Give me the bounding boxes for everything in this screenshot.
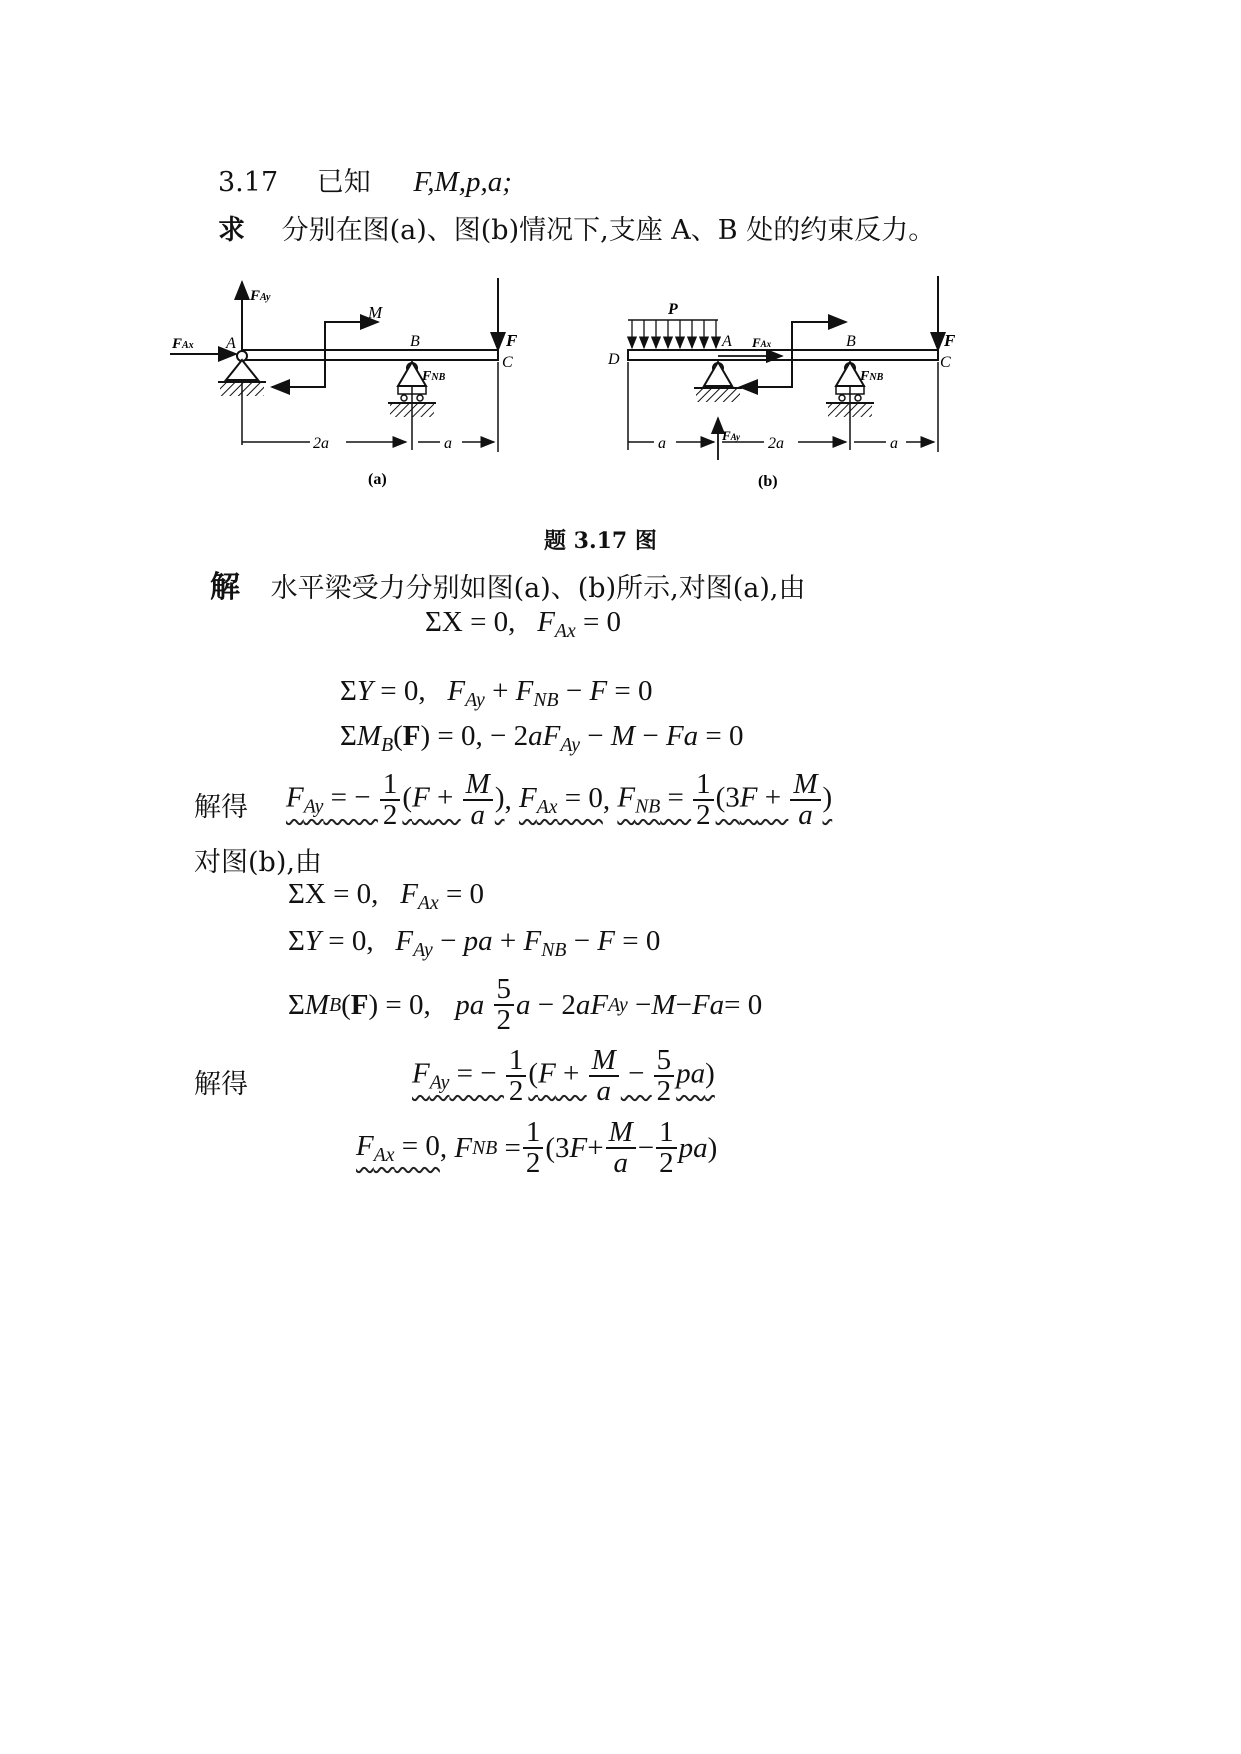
result-b-fax-fnb: $F_{Ax} = 0$ , F NB = $\frac{1}{2}$ (3 F + $\frac{M}{a}$ − $\frac{1}{2}$ pa ) [356, 1116, 718, 1179]
label-fnb-b: FNB [860, 369, 884, 384]
label-fnb-a: FNB [422, 369, 446, 384]
solution-intro-line [210, 562, 805, 606]
result-a-fay: $F_{Ay}$ = − $\frac{1}{2}$ (F + $\frac{M}{a}$ ) [286, 768, 505, 831]
dim-a-a: a [444, 435, 452, 452]
dim-2a-b: 2a [768, 435, 784, 452]
result-a-fax: $F_{Ax} = 0$ [518, 781, 603, 818]
result-a: $F_{Ay}$ = − $\frac{1}{2}$ (F + $\frac{M}{a}$ ) , $F_{Ax} = 0$ , $F_{NB}$ = $\frac{1}{2}$ (3F + $\frac{M}{a}$ ) [286, 768, 833, 831]
label-A-b: A [722, 333, 732, 350]
eq-a-summ: $\Sigma M_B(F) = 0$, − $2aF_{Ay} - M - Fa = 0$ [340, 720, 744, 756]
dim-a2-b: a [890, 435, 898, 452]
label-fay-a: FAy [250, 288, 271, 304]
couple-m-lower-b [740, 354, 792, 387]
result-label-a: 解得 [194, 792, 248, 823]
eq-b-summ: Σ M B ( F ) = 0, pa $\frac{5}{2}$ a − 2 aF Ay − M − Fa = 0 [288, 973, 763, 1036]
problem-ask [218, 208, 935, 247]
label-C-a: C [502, 354, 513, 371]
label-D-b: D [608, 351, 620, 368]
couple-m-lower [272, 354, 325, 387]
label-C-b: C [940, 354, 951, 371]
pin-support-a [226, 360, 258, 380]
result-b-fay: $F_{Ay}$ = − $\frac{1}{2}$ (F + $\frac{M}{a}$ − $\frac{5}{2}$ pa) [412, 1044, 715, 1107]
label-p-b: P [668, 301, 678, 318]
label-A-a: A [226, 335, 236, 352]
eq-a-sumx: ΣX = 0, $F_{Ax} = 0$ [425, 606, 622, 642]
label-fax-a: FAx [172, 336, 194, 352]
pin-support-b [704, 362, 732, 386]
dim-2a-a: 2a [313, 435, 329, 452]
sublabel-b: (b) [758, 473, 778, 490]
label-F-b: F [944, 331, 956, 350]
label-B-a: B [410, 333, 420, 350]
sublabel-a: (a) [368, 471, 387, 488]
label-F-a: F [506, 331, 518, 350]
result-a-fnb: $F_{NB}$ = $\frac{1}{2}$ (3F + $\frac{M}{a}$ ) [617, 768, 833, 831]
beam-a [242, 350, 498, 360]
distributed-load-p [632, 320, 716, 348]
dim-a1-b: a [658, 435, 666, 452]
beam-b [628, 350, 938, 360]
eq-a-sumy: ΣY = 0, $F_{Ay} + F_{NB} - F = 0$ [340, 675, 653, 711]
figure-b [600, 270, 1020, 500]
problem-header [218, 160, 512, 199]
figure-caption: 题 3.17 图 [544, 528, 657, 554]
label-M-a: M [368, 303, 383, 322]
label-B-b: B [846, 333, 856, 350]
ask-label: 求 [218, 215, 245, 246]
given-label: 已知 [316, 167, 371, 198]
solution-intro: 水平梁受力分别如图(a)、(b)所示,对图(a),由 [270, 573, 806, 604]
result-label-b: 解得 [194, 1069, 248, 1100]
ask-text: 分别在图(a)、图(b)情况下,支座 A、B 处的约束反力。 [281, 215, 936, 246]
case-b-intro: 对图(b),由 [194, 847, 322, 878]
given-value: F,M,p,a; [413, 166, 512, 198]
label-fax-b: FAx [752, 335, 772, 350]
label-fay-b: FAy [722, 428, 741, 443]
figure-a [160, 270, 540, 500]
eq-b-sumx: ΣX = 0, $F_{Ax} = 0$ [288, 878, 485, 914]
problem-number: 3.17 [218, 167, 279, 198]
solution-label: 解 [210, 570, 240, 605]
eq-b-sumy: ΣY = 0, $F_{Ay}$ − pa + $F_{NB} - F = 0$ [288, 925, 661, 961]
